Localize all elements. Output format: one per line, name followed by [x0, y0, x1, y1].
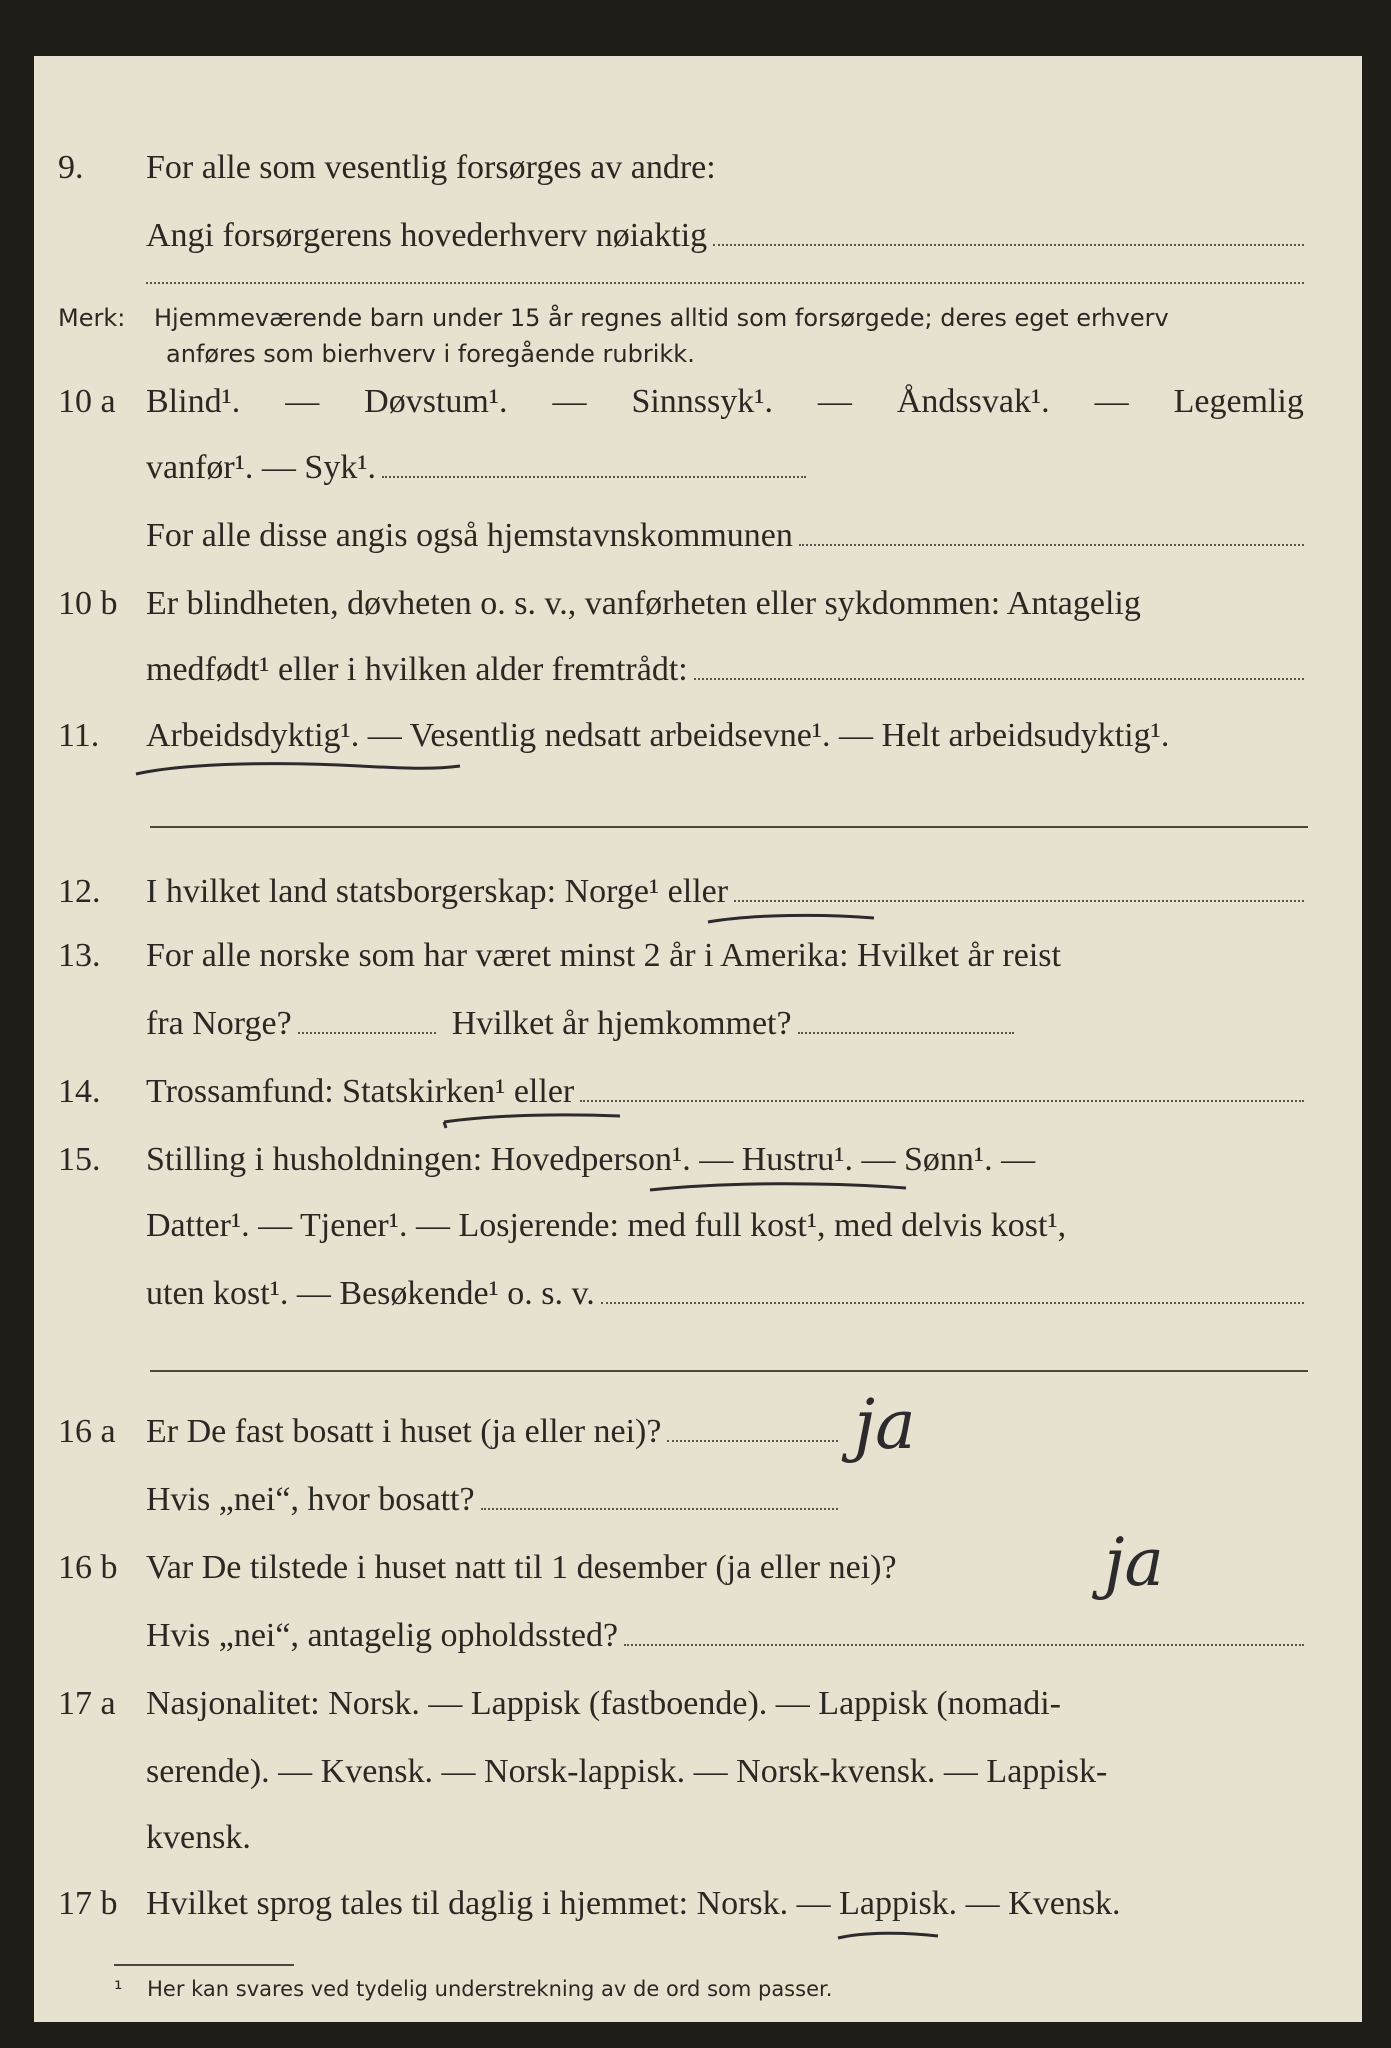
question-14 [34, 1068, 1362, 1116]
question-15-line-3 [34, 1270, 1362, 1318]
question-text: Var De tilstede i huset natt til 1 desember (ja eller nei)? [146, 1549, 897, 1586]
footnote-mark: ¹ [114, 1977, 123, 2001]
handwritten-underline [646, 1176, 916, 1200]
question-text: Er De fast bosatt i huset (ja eller nei)? [146, 1413, 662, 1450]
answer-line-return-year[interactable] [798, 1002, 1014, 1034]
answer-line[interactable] [601, 1272, 1304, 1304]
option-insane: Sinnssyk¹. [631, 383, 773, 420]
answer-line[interactable] [481, 1478, 838, 1510]
question-9 [34, 144, 1362, 192]
answer-line[interactable] [799, 514, 1304, 546]
question-10a [34, 378, 1362, 426]
question-text: medfødt¹ eller i hvilken alder fremtrådt: [146, 651, 688, 688]
question-number: 16 b [58, 1549, 118, 1586]
question-text: Hvis „nei“, antagelig opholdssted? [146, 1617, 619, 1654]
question-16b-line-2 [34, 1612, 1362, 1660]
handwritten-underline [440, 1108, 630, 1132]
option-blind: Blind¹. [146, 383, 241, 420]
dash: — [817, 383, 852, 420]
footnote-separator [114, 1964, 294, 1966]
handwritten-underline [834, 1926, 944, 1946]
answer-line[interactable] [150, 1370, 1308, 1372]
question-number: 9. [58, 149, 84, 186]
note-text-line-2: anføres som bierhverv i foregående rubrikk. [166, 340, 695, 368]
option-physically: Legemlig [1173, 383, 1304, 420]
question-number: 13. [58, 937, 101, 974]
question-16a [34, 1408, 1362, 1456]
question-number: 10 a [58, 383, 116, 420]
question-text: Datter¹. — Tjener¹. — Losjerende: med full kost¹, med delvis kost¹, [146, 1207, 1067, 1244]
question-17b [34, 1880, 1362, 1928]
answer-line[interactable] [713, 214, 1304, 246]
question-13 [34, 932, 1362, 980]
question-13-line-2 [34, 1000, 1362, 1048]
dash: — [285, 383, 320, 420]
option-deaf: Døvstum¹. [364, 383, 508, 420]
question-17a-line-2 [34, 1748, 1362, 1796]
question-10a-line-3 [34, 512, 1362, 560]
question-10b-line-2 [34, 646, 1362, 694]
question-text: Hvilket sprog tales til daglig i hjemmet: Norsk. — Lappisk. — Kvensk. [146, 1885, 1121, 1922]
handwritten-underline [130, 756, 470, 780]
question-10a-line-2 [34, 444, 1362, 492]
handwritten-underline [704, 908, 884, 928]
footnote [114, 1974, 832, 2004]
question-number: 10 b [58, 585, 118, 622]
question-number: 17 a [58, 1685, 116, 1722]
question-text: kvensk. [146, 1819, 251, 1856]
question-16a-line-2 [34, 1476, 1362, 1524]
question-text: For alle som vesentlig forsørges av andre: [146, 149, 716, 186]
question-12 [34, 868, 1362, 916]
question-15-line-2 [34, 1202, 1362, 1250]
answer-line[interactable] [382, 446, 806, 478]
dash: — [552, 383, 587, 420]
footnote-text: Her kan svares ved tydelig understrekning av de ord som passer. [147, 1977, 833, 2001]
question-text: serende). — Kvensk. — Norsk-lappisk. — Norsk-kvensk. — Lappisk- [146, 1753, 1108, 1790]
handwritten-answer: ja [1104, 1524, 1164, 1601]
question-text: Arbeidsdyktig¹. — Vesentlig nedsatt arbeidsevne¹. — Helt arbeidsudyktig¹. [146, 717, 1170, 754]
census-form-page [34, 56, 1362, 2022]
answer-line[interactable] [150, 826, 1308, 828]
question-9-line-2 [34, 212, 1362, 260]
question-10b [34, 580, 1362, 628]
handwritten-answer: ja [854, 1386, 916, 1465]
question-number: 17 b [58, 1885, 118, 1922]
answer-line[interactable] [667, 1410, 838, 1442]
question-text: Nasjonalitet: Norsk. — Lappisk (fastboende). — Lappisk (nomadi- [146, 1685, 1061, 1722]
note-label: Merk: [58, 304, 126, 332]
note-text-line-1: Hjemmeværende barn under 15 år regnes alltid som forsørgede; deres eget erhverv [154, 304, 1169, 332]
dash: — [1094, 383, 1129, 420]
question-text: Stilling i husholdningen: Hovedperson¹. — Hustru¹. — Sønn¹. — [146, 1141, 1036, 1178]
question-number: 14. [58, 1073, 101, 1110]
question-text: fra Norge? [146, 1005, 292, 1042]
answer-line[interactable] [734, 870, 1304, 902]
question-number: 16 a [58, 1413, 116, 1450]
question-number: 15. [58, 1141, 101, 1178]
question-11 [34, 712, 1362, 760]
question-17a [34, 1680, 1362, 1728]
question-text: uten kost¹. — Besøkende¹ o. s. v. [146, 1275, 595, 1312]
answer-line[interactable] [694, 648, 1304, 680]
question-number: 11. [58, 717, 100, 754]
question-text: Hvis „nei“, hvor bosatt? [146, 1481, 475, 1518]
question-text: For alle disse angis også hjemstavnskommunen [146, 517, 793, 554]
answer-line[interactable] [580, 1070, 1304, 1102]
question-number: 12. [58, 873, 101, 910]
question-text: vanfør¹. — Syk¹. [146, 449, 377, 486]
answer-line[interactable] [146, 282, 1304, 284]
answer-line-departure-year[interactable] [298, 1002, 436, 1034]
question-text: I hvilket land statsborgerskap: Norge¹ eller [146, 873, 729, 910]
answer-line[interactable] [624, 1614, 1304, 1646]
question-text: Er blindheten, døvheten o. s. v., vanførheten eller sykdommen: Antagelig [146, 585, 1141, 622]
question-text: Angi forsørgerens hovederhverv nøiaktig [146, 217, 708, 254]
question-17a-line-3 [34, 1814, 1362, 1862]
option-feeble-minded: Åndssvak¹. [896, 383, 1050, 420]
question-text: Hvilket år hjemkommet? [451, 1005, 792, 1042]
question-text: For alle norske som har været minst 2 år i Amerika: Hvilket år reist [146, 937, 1061, 974]
question-text: Trossamfund: Statskirken¹ eller [146, 1073, 575, 1110]
